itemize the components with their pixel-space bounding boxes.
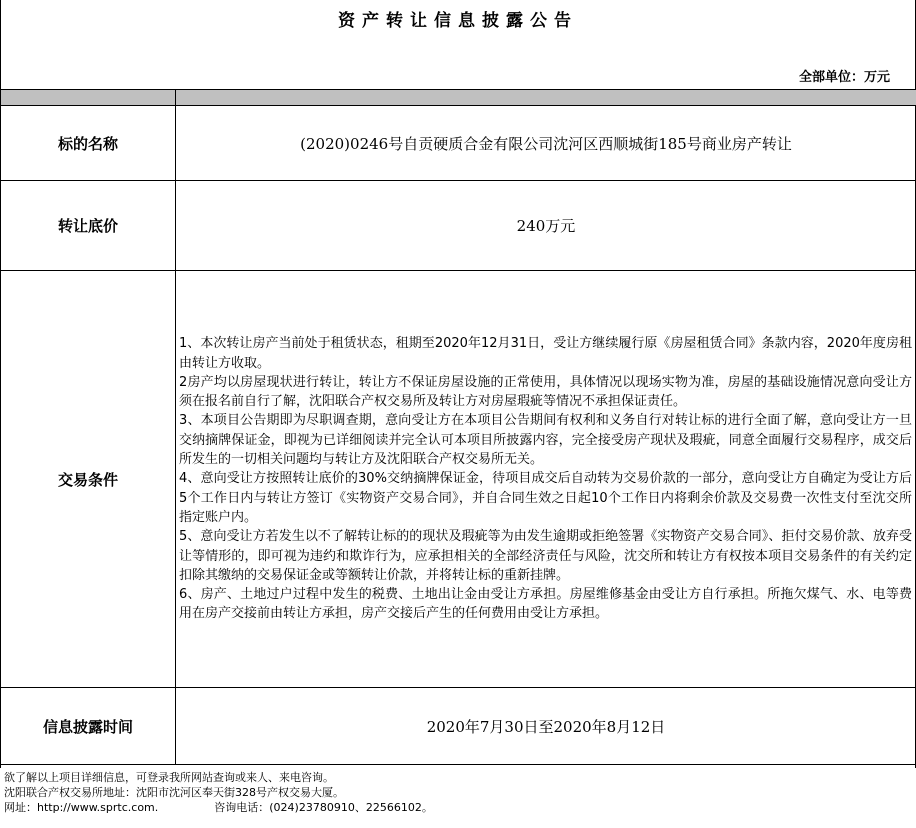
phone-text: 咨询电话：(024)23780910、22566102。 <box>214 801 433 814</box>
header-band-left <box>1 90 176 106</box>
reserve-price-label: 转让底价 <box>1 181 176 271</box>
reserve-price-value: 240万元 <box>176 181 916 271</box>
term-item-3: 3、本项目公告期即为尽职调查期，意向受让方在本项目公告期间有权利和义务自行对转让标的进行全面了解，意向受让方一旦交纳摘牌保证金，即视为已详细阅读并完全认可本项目所披露内容，完全接受房产现状及瑕疵，同意全面履行交易程序，成交后所发生的一切相关问题均与转让方及沈阳联合产权交易所无关。 <box>179 413 912 468</box>
term-item-2: 2房产均以房屋现状进行转让，转让方不保证房屋设施的正常使用，具体情况以现场实物为准，房屋的基础设施情况意向受让方须在报名前自行了解，沈阳联合产权交易所及转让方对房屋瑕疵等情况不承担保证责任。 <box>179 374 912 410</box>
disclosure-period-label: 信息披露时间 <box>1 688 176 765</box>
disclosure-table <box>0 89 916 765</box>
row-disclosure-period <box>1 688 916 765</box>
asset-name-value: (2020)0246号自贡硬质合金有限公司沈河区西顺城街185号商业房产转让 <box>176 106 916 181</box>
footer-contact <box>4 770 433 815</box>
unit-note: 全部单位：万元 <box>798 70 890 85</box>
trade-terms-content <box>176 271 916 688</box>
term-item-1: 1、本次转让房产当前处于租赁状态，租期至2020年12月31日，受让方继续履行原《房屋租赁合同》条款内容，2020年度房租由转让方收取。 <box>179 336 912 371</box>
row-trade-terms <box>1 271 916 688</box>
announcement-title: 资产转让信息披露公告 <box>338 11 578 31</box>
term-item-6: 6、房产、土地过户过程中发生的税费、土地出让金由受让方承担。房屋维修基金由受让方自行承担。所拖欠煤气、水、电等费用在房产交接前由转让方承担，房产交接后产生的任何费用由受让方承担。 <box>179 587 912 622</box>
term-item-5: 5、意向受让方若发生以不了解转让标的的现状及瑕疵等为由发生逾期或拒绝签署《实物资产交易合同》、拒付交易价款、放弃受让等情形的，即可视为违约和欺诈行为，应承担相关的全部经济责任与风险，沈交所和转让方有权按本项目交易条件的有关约定扣除其缴纳的交易保证金或等额转让价款，并将转让标的重新挂牌。 <box>179 529 912 583</box>
trade-terms-label: 交易条件 <box>1 271 176 688</box>
asset-name-label: 标的名称 <box>1 106 176 181</box>
header-band <box>1 90 916 106</box>
term-item-4: 4、意向受让方按照转让底价的30%交纳摘牌保证金，待项目成交后自动转为交易价款的一部分，意向受让方自确定为受让方后5个工作日内与转让方签订《实物资产交易合同》，并自合同生效之日起10个工作日内将剩余价款及交易费一次性支付至沈交所指定账户内。 <box>179 471 912 525</box>
header-band-right <box>176 90 916 106</box>
row-reserve-price <box>1 181 916 271</box>
row-asset-name <box>1 106 916 181</box>
footer-line-contact <box>4 800 433 815</box>
footer-line-info: 欲了解以上项目详细信息，可登录我所网站查询或来人、来电咨询。 <box>4 771 334 784</box>
footer-line-address: 沈阳联合产权交易所地址：沈阳市沈河区奉天街328号产权交易大厦。 <box>4 786 344 799</box>
disclosure-period-value: 2020年7月30日至2020年8月12日 <box>176 688 916 765</box>
website-text: 网址：http://www.sprtc.com. <box>4 801 159 814</box>
